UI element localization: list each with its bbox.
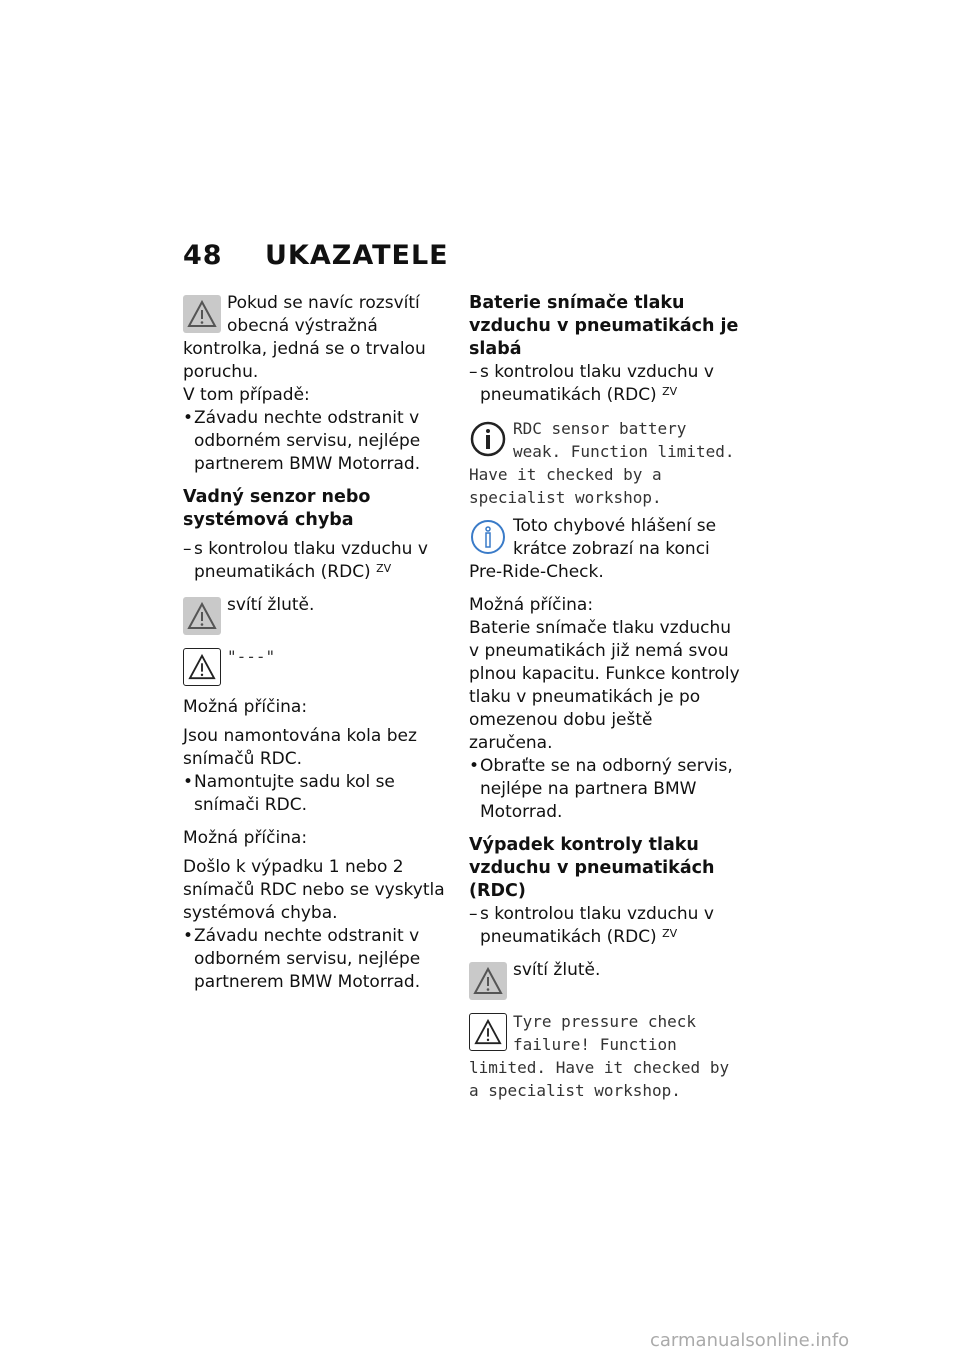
condition-text: s kontrolou tlaku vzduchu v pneumatikách (RDC) [480,904,714,947]
warning-triangle-icon [469,962,507,1000]
condition-text: s kontrolou tlaku vzduchu v pneumatikách (RDC) [480,362,714,405]
display-row [183,645,451,686]
section-heading: Vadný senzor nebo systémová chyba [183,487,371,530]
cause-label: Možná příčina: [183,697,308,717]
info-text: Toto chybové hlášení se krátce zobrazí na konci Pre-Ride-Check. [469,516,717,582]
light-row [469,959,741,1000]
message-text: RDC sensor battery weak. Function limited. Have it checked by a specialist workshop. [469,419,735,507]
condition-sup: ZV [662,927,678,940]
light-row [183,594,451,635]
cause-bullet: • Závadu nechte odstranit v odborném servisu, nejlépe partnerem BMW Motorrad. [183,925,451,994]
condition-line: – s kontrolou tlaku vzduchu v pneumatikách (RDC) $^{ZV}$ [183,539,428,582]
cause-label: Možná příčina: [469,595,594,615]
cause-bullet: • Namontujte sadu kol se snímači RDC. [183,771,451,817]
cause-text: Došlo k výpadku 1 nebo 2 snímačů RDC nebo se vyskytla systémová chyba. [183,857,445,923]
cause-text: Jsou namontována kola bez snímačů RDC. [183,726,417,769]
message-row [469,417,741,509]
info-icon [469,518,507,556]
intro-bullet: • Závadu nechte odstranit v odborném servisu, nejlépe partnerem BMW Motorrad. [183,407,451,476]
condition-sup: ZV [376,562,392,575]
section-heading: Baterie snímače tlaku vzduchu v pneumatikách je slabá [469,293,739,359]
page-title: UKAZATELE [265,240,449,271]
cause-label: Možná příčina: [183,828,308,848]
watermark: carmanualsonline.info [650,1330,850,1351]
cause-text: Baterie snímače tlaku vzduchu v pneumatikách již nemá svou plnou kapacitu. Funkce kontroly tlaku v pneumatikách je po omezenou dobu ještě zaručena. [469,618,740,753]
condition-sup: ZV [662,385,678,398]
light-text: svítí žlutě. [513,960,601,980]
warning-triangle-icon [183,597,221,635]
warning-triangle-display-icon [469,1013,507,1051]
intro-text: Pokud se navíc rozsvítí obecná výstražná kontrolka, jedná se o trvalou poruchu. [183,293,426,382]
cause-bullet: • Obraťte se na odborný servis, nejlépe na partnera BMW Motorrad. [469,755,741,824]
warning-triangle-icon [183,295,221,333]
warning-triangle-display-icon [183,648,221,686]
right-column [469,292,741,1102]
page-number: 48 [183,240,223,271]
page-header [183,240,449,271]
message-row [469,1010,741,1102]
condition-line: – s kontrolou tlaku vzduchu v pneumatikách (RDC) $^{ZV}$ [469,904,714,947]
intro-block [183,292,451,384]
condition-line: – s kontrolou tlaku vzduchu v pneumatikách (RDC) $^{ZV}$ [469,362,714,405]
section-heading: Výpadek kontroly tlaku vzduchu v pneumatikách (RDC) [469,835,715,901]
left-column [183,292,451,994]
info-row [469,515,741,584]
intro-case: V tom případě: [183,385,310,405]
info-icon [469,420,507,458]
display-text: "---" [227,647,276,666]
message-text: Tyre pressure check failure! Function limited. Have it checked by a specialist workshop. [469,1012,730,1100]
condition-text: s kontrolou tlaku vzduchu v pneumatikách (RDC) [194,539,428,582]
light-text: svítí žlutě. [227,595,315,615]
